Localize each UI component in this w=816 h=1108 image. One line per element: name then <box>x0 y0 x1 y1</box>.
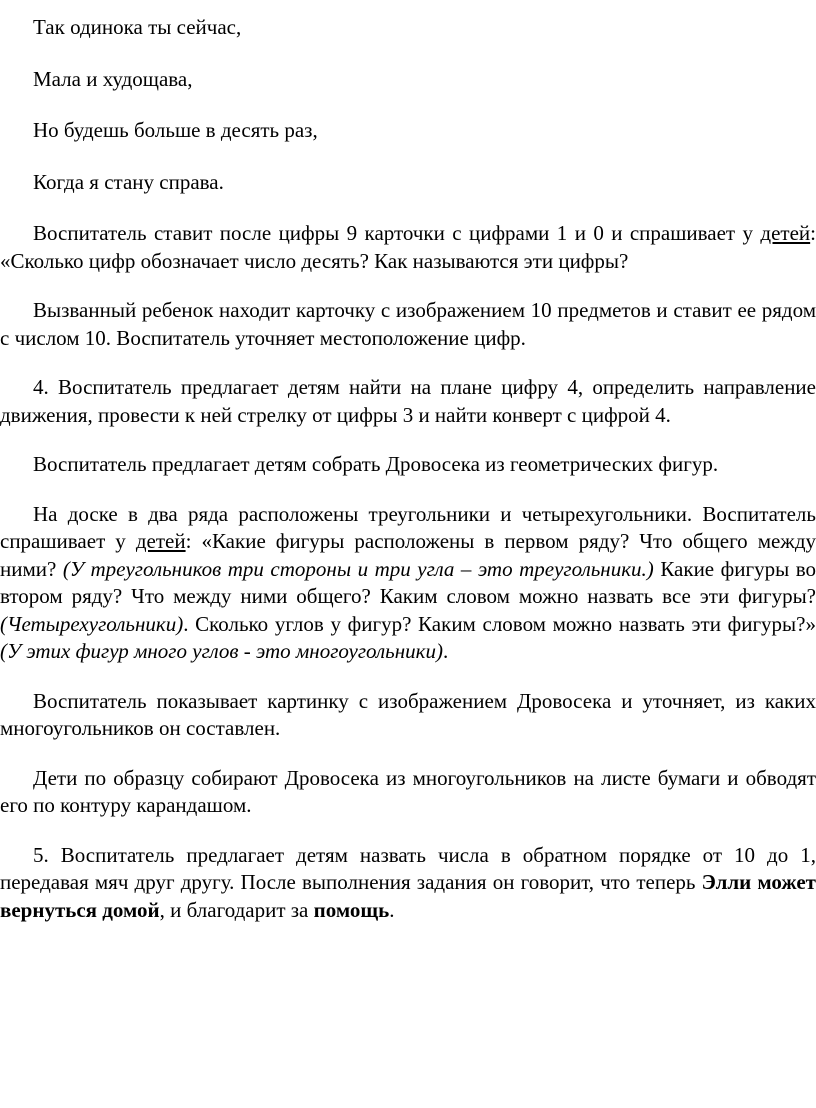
paragraph-woodcutter-intro: Воспитатель предлагает детям собрать Дровосека из геометрических фигур. <box>33 452 719 476</box>
italic-answer-triangles: (У треугольников три стороны и три угла – это треугольники.) <box>62 556 654 581</box>
paragraph-show-picture: Воспитатель показывает картинку с изображением Дровосека и уточняет, из каких многоугольников он составлен. <box>0 688 816 740</box>
poem-line-1: Так одинока ты сейчас, <box>33 15 242 39</box>
italic-answer-quadrilaterals: (Четырехугольники) <box>0 611 184 636</box>
children-link[interactable]: детей <box>135 529 186 553</box>
paragraph-card-ten-items: Вызванный ребенок находит карточку с изображением 10 предметов и ставит ее рядом с числом 10. Воспитатель уточняет местоположение цифр. <box>0 298 816 350</box>
paragraph-text: 5. Воспитатель предлагает детям назвать числа в обратном порядке от 10 до 1, передавая мяч друг другу. После выполнения задания он говорит, что теперь <box>0 842 816 894</box>
paragraph-task-5 <box>0 842 816 925</box>
paragraph-text: , и благодарит за <box>159 897 314 922</box>
paragraph-text: Какие фигуры во втором ряду? Что между ними общего? Каким словом можно назвать все эти фигуры? <box>0 556 816 608</box>
paragraph-text: : «Какие фигуры расположены в первом ряду? Что общего между ними? <box>0 529 816 581</box>
paragraph-task-4: 4. Воспитатель предлагает детям найти на плане цифру 4, определить направление движения, провести к ней стрелку от цифры 3 и найти конверт с цифрой 4. <box>0 375 816 427</box>
paragraph-text: Воспитатель ставит после цифры 9 карточки с цифрами 1 и 0 и спрашивает у <box>33 221 761 245</box>
paragraph-ten-digits <box>0 220 816 275</box>
paragraph-text: : «Сколько цифр обозначает число десять? Как называются эти цифры? <box>0 221 816 273</box>
paragraph-shapes-questions <box>0 501 816 666</box>
bold-text-ellie-home: Элли может вернуться домой <box>0 870 816 922</box>
paragraph-text: . <box>389 897 395 922</box>
bold-text-help: помощь <box>313 897 390 922</box>
poem-line-3: Но будешь больше в десять раз, <box>33 118 318 142</box>
paragraph-text: . <box>442 639 449 663</box>
paragraph-text: На доске в два ряда расположены треугольники и четырехугольники. Воспитатель спрашивает у <box>0 501 816 553</box>
italic-answer-polygons: (У этих фигур много углов - это многоугольники) <box>0 639 443 663</box>
poem-line-2: Мала и худощава, <box>33 66 193 91</box>
document-page <box>0 14 816 946</box>
paragraph-text: . Сколько углов у фигур? Каким словом можно назвать эти фигуры?» <box>183 611 816 636</box>
children-link[interactable]: детей <box>760 221 811 245</box>
poem-line-4: Когда я стану справа. <box>33 169 224 194</box>
paragraph-assemble-woodcutter: Дети по образцу собирают Дровосека из многоугольников на листе бумаги и обводят его по контуру карандашом. <box>0 765 816 817</box>
